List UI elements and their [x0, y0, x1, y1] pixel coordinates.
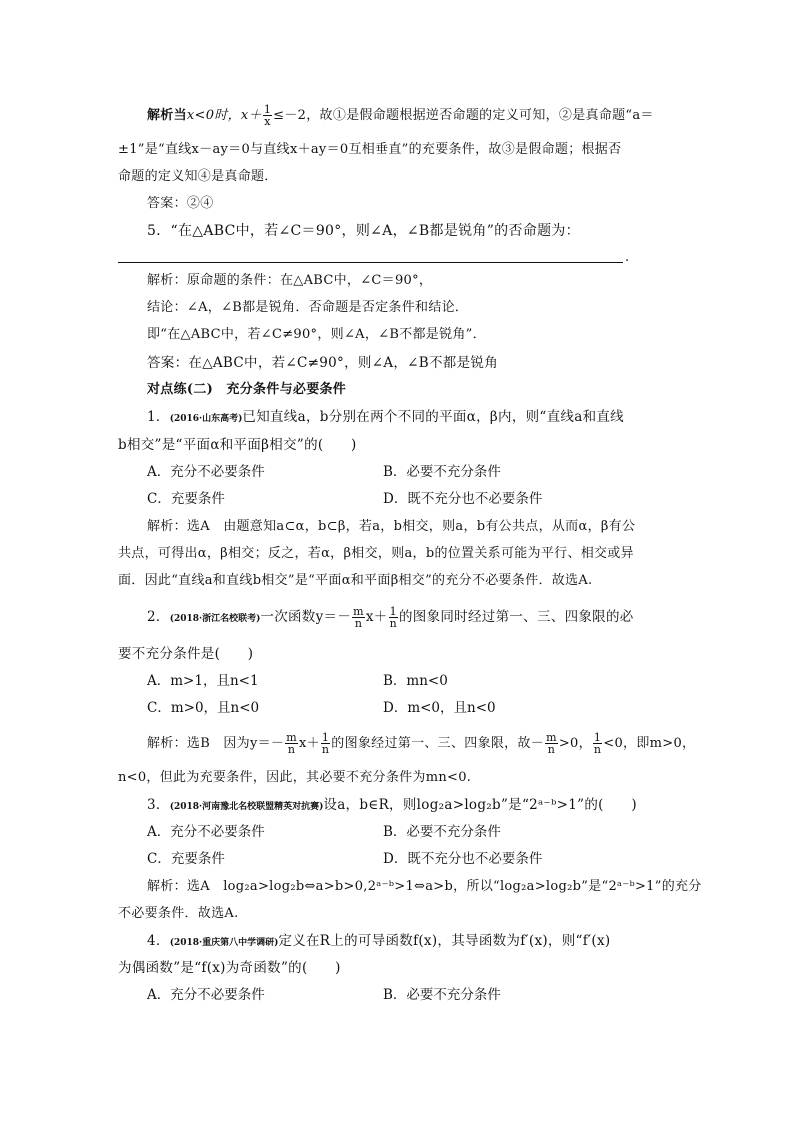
- analysis-label: 解析当: [147, 108, 187, 123]
- blank-end: .: [625, 250, 630, 265]
- question-text: 定义在R上的可导函数f(x)，其导函数为f′(x)，则“f′(x): [278, 933, 611, 949]
- question-text: 已知直线a，b分别在两个不同的平面α，β内，则“直线a和直线: [242, 409, 624, 425]
- option-a: A．充分不必要条件: [147, 824, 265, 840]
- fraction: $\frac{1}{n}$: [321, 731, 330, 756]
- option-d: D．既不充分也不必要条件: [383, 491, 543, 507]
- section-title: 对点练(二) 充分条件与必要条件: [147, 382, 347, 397]
- option-d: D．m<0，且n<0: [383, 700, 496, 716]
- math-text: x<0时，: [186, 108, 241, 123]
- option-b: B．必要不充分条件: [383, 464, 501, 480]
- option-a: A．充分不必要条件: [147, 987, 265, 1003]
- answer-line: 答案：在△ABC中，若∠C≠90°，则∠A，∠B不都是锐角: [147, 355, 499, 371]
- question-source: (2018·浙江名校联考): [169, 614, 261, 624]
- question-2: [147, 606, 707, 630]
- analysis-line: 面．因此“直线a和直线b相交”是“平面α和平面β相交”的充分不必要条件．故选A.: [118, 573, 593, 588]
- question-3: [147, 794, 707, 818]
- analysis-text: <0，即m>0，: [603, 736, 696, 751]
- analysis-line: n<0，但此为充要条件，因此，其必要不充分条件为mn<0.: [118, 770, 472, 785]
- question-text: 一次函数y＝－: [260, 609, 352, 625]
- question-1: [147, 406, 707, 430]
- question-text: b相交”是“平面α和平面β相交”的( ): [118, 437, 357, 453]
- option-d: D．既不充分也不必要条件: [383, 851, 543, 867]
- analysis-text: >0，: [558, 736, 592, 751]
- question-text: 的图象同时经过第一、三、四象限的必: [398, 609, 634, 625]
- analysis-line: ±1”是“直线x－ay＝0与直线x＋ay＝0互相垂直”的充要条件，故③是假命题；根据否: [118, 142, 622, 157]
- option-a: A．充分不必要条件: [147, 464, 265, 480]
- question-text: x＋: [365, 609, 388, 625]
- question-4: [147, 930, 707, 954]
- analysis-line: [147, 104, 707, 127]
- analysis-line: 命题的定义知④是真命题．: [118, 169, 278, 184]
- fraction: $\frac{m}{n}$: [546, 731, 557, 756]
- question-text: 设a，b∈R，则log₂a>log₂b”是“2ᵃ⁻ᵇ>1”的( ): [323, 797, 637, 813]
- analysis-line: 解析：选A log₂a>log₂b⇔a>b>0,2ᵃ⁻ᵇ>1⇔a>b，所以“log₂a>log₂b”是“2ᵃ⁻ᵇ>1”的充分: [147, 879, 702, 894]
- analysis-line: 即“在△ABC中，若∠C≠90°，则∠A，∠B不都是锐角”．: [147, 327, 486, 342]
- fraction: $\frac{1}{n}$: [389, 605, 397, 630]
- fraction: $\frac{1}{x}$: [263, 103, 272, 128]
- option-c: C．充要条件: [147, 491, 225, 507]
- analysis-line: 解析：原命题的条件：在△ABC中，∠C＝90°，: [147, 273, 433, 288]
- question-source: (2016·山东高考): [169, 414, 243, 424]
- answer-line: 答案：②④: [147, 196, 214, 211]
- analysis-text: ≤－2，故①是假命题根据逆否命题的定义可知，②是真命题“a＝: [273, 108, 654, 123]
- question-source: (2018·重庆第八中学调研): [169, 938, 279, 948]
- analysis-text: 的图象经过第一、三、四象限，故－: [331, 736, 545, 751]
- analysis-text: x＋: [298, 736, 320, 751]
- option-a: A．m>1，且n<1: [147, 673, 259, 689]
- option-b: B．mn<0: [383, 673, 448, 689]
- question-text: 为偶函数”是“f(x)为奇函数”的( ): [118, 960, 341, 976]
- question-number: 2．: [147, 609, 170, 625]
- option-c: C．m>0，且n<0: [147, 700, 260, 716]
- fraction: $\frac{m}{n}$: [353, 605, 364, 630]
- analysis-line: 解析：选A 由题意知a⊂α，b⊂β，若a，b相交，则a，b有公共点，从而α，β有公: [147, 519, 636, 534]
- question-number: 1．: [147, 409, 170, 425]
- analysis-line: 不必要条件．故选A.: [118, 906, 239, 921]
- option-b: B．必要不充分条件: [383, 824, 501, 840]
- question-text: 要不充分条件是( ): [118, 646, 254, 662]
- question-number: 3．: [147, 797, 170, 813]
- analysis-line: [147, 732, 707, 755]
- analysis-line: 结论：∠A，∠B都是锐角．否命题是否定条件和结论．: [147, 300, 469, 315]
- answer-blank: [118, 262, 623, 263]
- fraction: $\frac{1}{n}$: [593, 731, 602, 756]
- analysis-line: 共点，可得出α，β相交；反之，若α，β相交，则a，b的位置关系可能为平行、相交或异: [118, 546, 634, 561]
- question-source: (2018·河南豫北名校联盟精英对抗赛): [169, 802, 324, 812]
- fraction: $\frac{m}{n}$: [286, 731, 297, 756]
- question-5: 5．“在△ABC中，若∠C＝90°，则∠A，∠B都是锐角”的否命题为：: [147, 223, 580, 239]
- option-b: B．必要不充分条件: [383, 987, 501, 1003]
- question-number: 4．: [147, 933, 170, 949]
- option-c: C．充要条件: [147, 851, 225, 867]
- math-text: x＋: [240, 108, 262, 123]
- analysis-text: 解析：选B 因为y＝－: [147, 736, 285, 751]
